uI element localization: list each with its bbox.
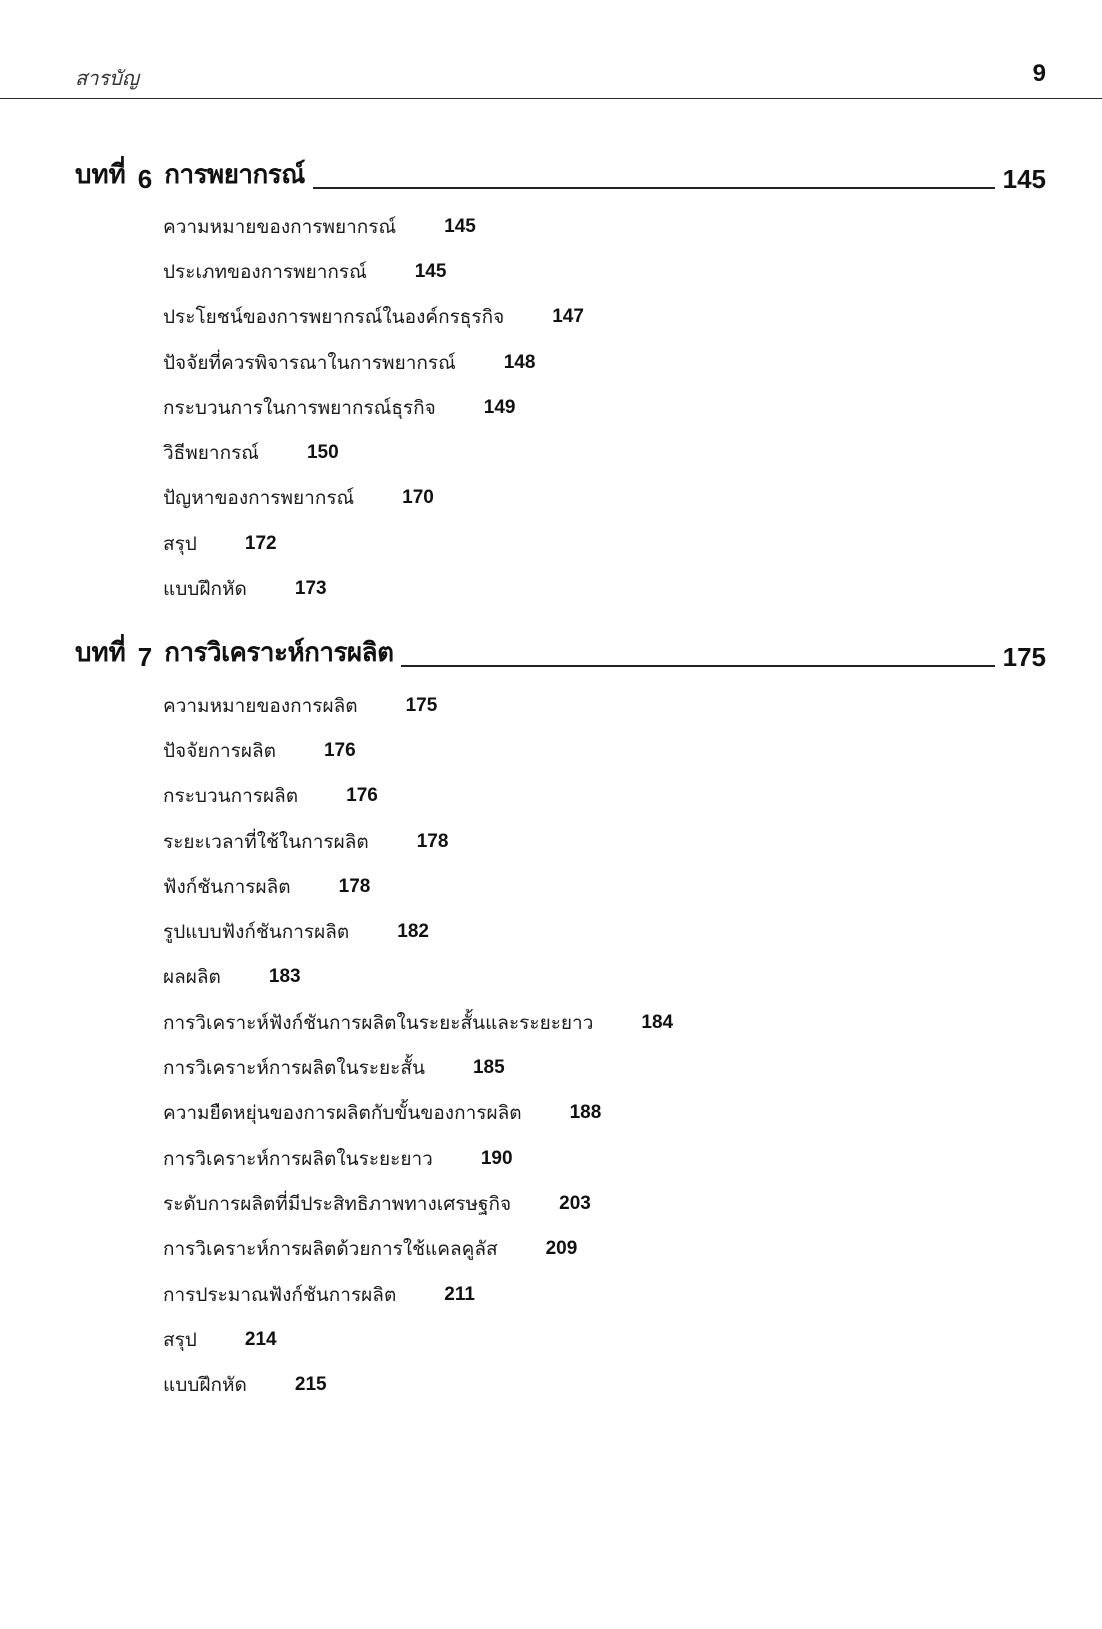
toc-entry-page: 184: [641, 1011, 674, 1033]
toc-entry-page: 178: [338, 875, 371, 897]
toc-entry-text: แบบฝึกหัด: [163, 1374, 247, 1397]
running-header-title: สารบัญ: [75, 66, 139, 90]
toc-entry-page: 170: [402, 487, 434, 509]
toc-entry-page: 173: [294, 578, 327, 600]
toc-entry-text: สรุป: [163, 1328, 197, 1351]
toc-entry-page: 203: [559, 1192, 591, 1214]
toc-entry: [163, 774, 673, 819]
toc-entry: [163, 728, 673, 773]
toc-entry-page: 147: [552, 306, 584, 328]
toc-entry-text: รูปแบบฟังก์ชันการผลิต: [163, 921, 350, 944]
toc-entry-text: กระบวนการผลิต: [163, 785, 299, 808]
page-number: 9: [1032, 60, 1046, 87]
toc-entry: [163, 295, 584, 340]
toc-entry-page: 188: [569, 1102, 602, 1124]
toc-entry: [163, 1362, 673, 1407]
toc-entry-text: ความหมายของการผลิต: [163, 694, 358, 717]
toc-entry-text: การประมาณฟังก์ชันการผลิต: [163, 1283, 397, 1306]
chapter-heading-7: [75, 633, 1046, 673]
toc-entry: [163, 521, 584, 566]
toc-entry: [163, 1136, 673, 1181]
toc-entry: [163, 683, 673, 728]
toc-entry-text: ปัญหาของการพยากรณ์: [163, 487, 355, 510]
toc-entry-page: 178: [416, 830, 449, 852]
toc-entry-text: แบบฝึกหัด: [163, 578, 247, 601]
chapter-page: 145: [1002, 164, 1046, 194]
toc-entry-text: ปัจจัยการผลิต: [163, 739, 276, 762]
chapter-title: การวิเคราะห์การผลิต: [164, 637, 394, 667]
chapter-title: การพยากรณ์: [164, 159, 305, 189]
toc-entry: [163, 1272, 673, 1317]
chapter-label: บทที่: [75, 159, 126, 189]
toc-entry: [163, 476, 584, 521]
toc-entry: [163, 1227, 673, 1272]
chapter-page: 175: [1002, 642, 1046, 672]
toc-entry-page: 176: [323, 739, 356, 761]
toc-entry-text: ประเภทของการพยากรณ์: [163, 260, 367, 283]
chapter-7-entries: [163, 683, 673, 1408]
toc-entry: [163, 819, 673, 864]
toc-entry-page: 190: [480, 1147, 513, 1169]
toc-entry-page: 175: [405, 694, 438, 716]
toc-entry: [163, 340, 584, 385]
toc-entry: [163, 1000, 673, 1045]
toc-entry-text: วิธีพยากรณ์: [163, 442, 259, 465]
toc-entry-page: 145: [414, 260, 447, 282]
toc-entry: [163, 1091, 673, 1136]
toc-entry: [163, 249, 584, 294]
toc-entry-page: 185: [472, 1057, 505, 1079]
toc-entry: [163, 430, 584, 475]
chapter-heading-6: [75, 155, 1046, 195]
toc-entry-page: 172: [244, 532, 277, 554]
toc-entry-page: 149: [483, 396, 516, 418]
toc-entry-text: ฟังก์ชันการผลิต: [163, 875, 291, 898]
toc-entry: [163, 1045, 673, 1090]
toc-entry-page: 182: [397, 921, 429, 943]
toc-entry-text: การวิเคราะห์การผลิตในระยะยาว: [163, 1147, 433, 1170]
toc-entry: [163, 566, 584, 611]
toc-entry-page: 214: [244, 1328, 277, 1350]
running-header: [0, 0, 1102, 99]
chapter-number: 6: [137, 164, 153, 194]
toc-entry: [163, 1317, 673, 1362]
toc-entry-page: 211: [444, 1283, 475, 1305]
leader-rule: [401, 664, 994, 667]
toc-entry-text: สรุป: [163, 532, 197, 555]
toc-entry: [163, 1181, 673, 1226]
toc-entry-text: การวิเคราะห์การผลิตในระยะสั้น: [163, 1057, 425, 1080]
toc-entry-page: 209: [545, 1238, 578, 1260]
toc-entry-page: 145: [444, 215, 476, 237]
leader-rule: [313, 186, 995, 189]
toc-entry-text: ผลผลิต: [163, 966, 221, 989]
toc-entry: [163, 955, 673, 1000]
toc-entry-page: 150: [306, 442, 339, 464]
toc-entry-text: ระยะเวลาที่ใช้ในการผลิต: [163, 830, 369, 853]
toc-entry: [163, 864, 673, 909]
chapter-6-entries: [163, 204, 584, 612]
toc-entry: [163, 204, 584, 249]
toc-entry-text: การวิเคราะห์ฟังก์ชันการผลิตในระยะสั้นและระยะยาว: [163, 1011, 594, 1034]
toc-entry-text: การวิเคราะห์การผลิตด้วยการใช้แคลคูลัส: [163, 1238, 498, 1261]
toc-entry-text: ระดับการผลิตที่มีประสิทธิภาพทางเศรษฐกิจ: [163, 1192, 512, 1215]
toc-entry: [163, 385, 584, 430]
toc-entry-text: กระบวนการในการพยากรณ์ธุรกิจ: [163, 396, 436, 419]
toc-entry-text: ความหมายของการพยากรณ์: [163, 215, 397, 238]
toc-entry-page: 183: [268, 966, 301, 988]
toc-entry-page: 215: [294, 1374, 327, 1396]
chapter-number: 7: [137, 642, 153, 672]
toc-entry-page: 176: [346, 785, 378, 807]
toc-entry: [163, 909, 673, 954]
toc-entry-text: ประโยชน์ของการพยากรณ์ในองค์กรธุรกิจ: [163, 306, 505, 329]
toc-entry-text: ความยืดหยุ่นของการผลิตกับขั้นของการผลิต: [163, 1102, 522, 1125]
toc-entry-page: 148: [503, 351, 536, 373]
toc-entry-text: ปัจจัยที่ควรพิจารณาในการพยากรณ์: [163, 351, 456, 374]
chapter-label: บทที่: [75, 637, 126, 667]
